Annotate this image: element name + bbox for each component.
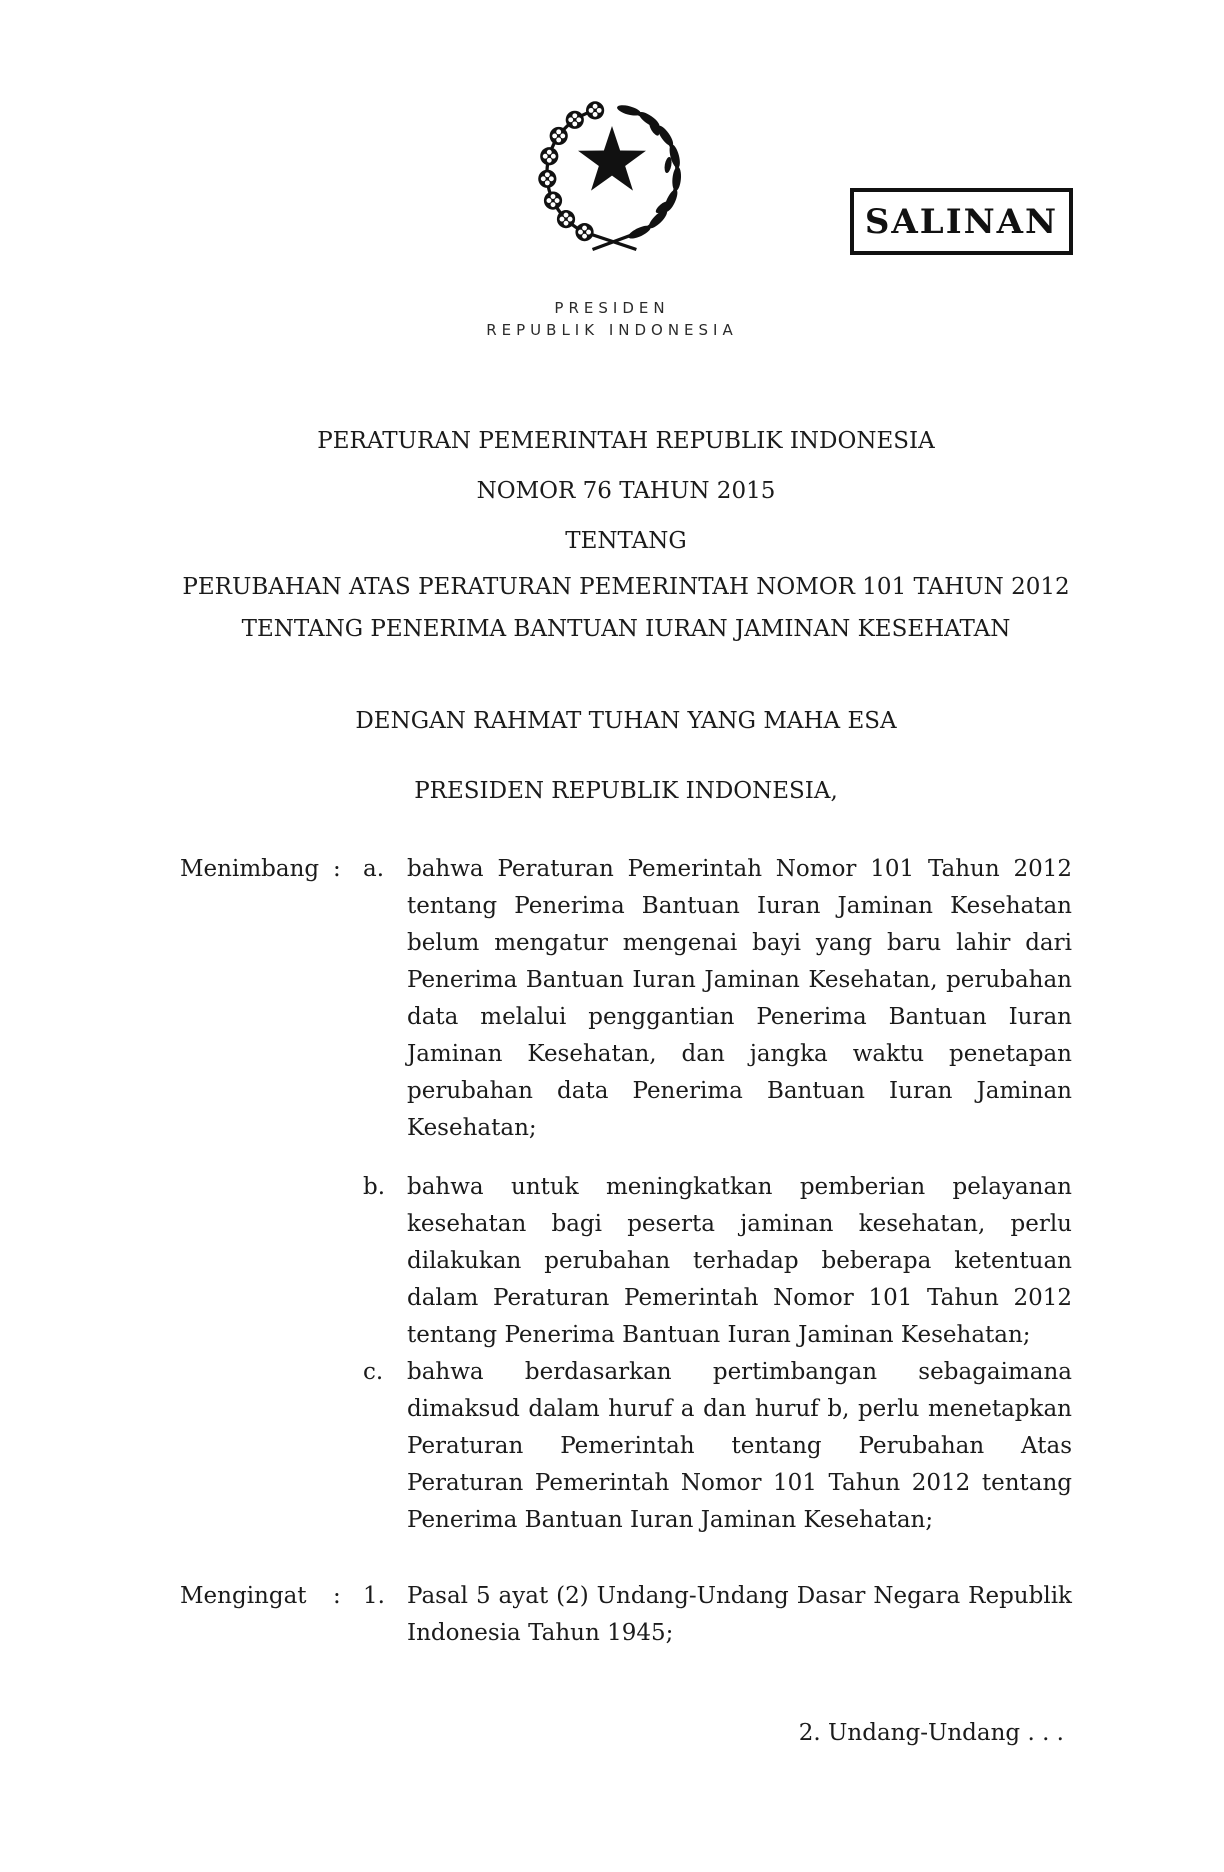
considerations-item-c <box>180 1354 1072 1539</box>
item-text: bahwa Peraturan Pemerintah Nomor 101 Tahun 2012 tentang Penerima Bantuan Iuran Jaminan Kesehatan belum mengatur mengenai bayi yang baru lahir dari Penerima Bantuan Iuran Jaminan Kesehatan, perubahan data melalui penggantian Penerima Bantuan Iuran Jaminan Kesehatan, dan jangka waktu penetapan perubahan data Penerima Bantuan Iuran Jaminan Kesehatan; <box>407 856 1072 1141</box>
item-marker: a. <box>363 856 385 882</box>
item-marker: 1. <box>363 1583 385 1609</box>
item-text: bahwa berdasarkan pertimbangan sebagaimana dimaksud dalam huruf a dan huruf b, perlu menetapkan Peraturan Pemerintah tentang Perubahan Atas Peraturan Pemerintah Nomor 101 Tahun 2012 tentang Penerima Bantuan Iuran Jaminan Kesehatan; <box>407 1359 1072 1533</box>
title-line-3: TENTANG <box>565 528 687 554</box>
document-title <box>180 416 1072 566</box>
preamble-clauses <box>180 851 1072 1652</box>
subject-line-2: TENTANG PENERIMA BANTUAN IURAN JAMINAN KESEHATAN <box>241 616 1011 642</box>
legal-basis-separator: : <box>333 1583 341 1609</box>
considerations-item-a <box>180 851 1072 1147</box>
page-catchword: 2. Undang-Undang . . . <box>798 1720 1064 1746</box>
legal-basis-item-1 <box>180 1578 1072 1652</box>
letterhead-presiden: PRESIDEN <box>554 299 670 317</box>
legal-basis-label: Mengingat <box>180 1583 307 1609</box>
item-text: Pasal 5 ayat (2) Undang-Undang Dasar Negara Republik Indonesia Tahun 1945; <box>407 1583 1072 1646</box>
subject-line-1: PERUBAHAN ATAS PERATURAN PEMERINTAH NOMOR 101 TAHUN 2012 <box>182 574 1070 600</box>
title-line-2: NOMOR 76 TAHUN 2015 <box>476 478 776 504</box>
invocation-line: DENGAN RAHMAT TUHAN YANG MAHA ESA <box>355 708 897 734</box>
item-marker: c. <box>363 1359 384 1385</box>
considerations-item-b <box>180 1169 1072 1354</box>
considerations-label: Menimbang <box>180 856 320 882</box>
item-marker: b. <box>363 1174 386 1200</box>
item-text: bahwa untuk meningkatkan pemberian pelayanan kesehatan bagi peserta jaminan kesehatan, perlu dilakukan perubahan terhadap beberapa ketentuan dalam Peraturan Pemerintah Nomor 101 Tahun 2012 tentang Penerima Bantuan Iuran Jaminan Kesehatan; <box>407 1174 1072 1348</box>
salinan-stamp-label: SALINAN <box>864 201 1059 242</box>
considerations-separator: : <box>333 856 341 882</box>
document-subject <box>180 566 1072 650</box>
authority-line: PRESIDEN REPUBLIK INDONESIA, <box>414 778 838 804</box>
title-line-1: PERATURAN PEMERINTAH REPUBLIK INDONESIA <box>317 428 935 454</box>
letterhead-republik-indonesia: REPUBLIK INDONESIA <box>486 321 738 339</box>
